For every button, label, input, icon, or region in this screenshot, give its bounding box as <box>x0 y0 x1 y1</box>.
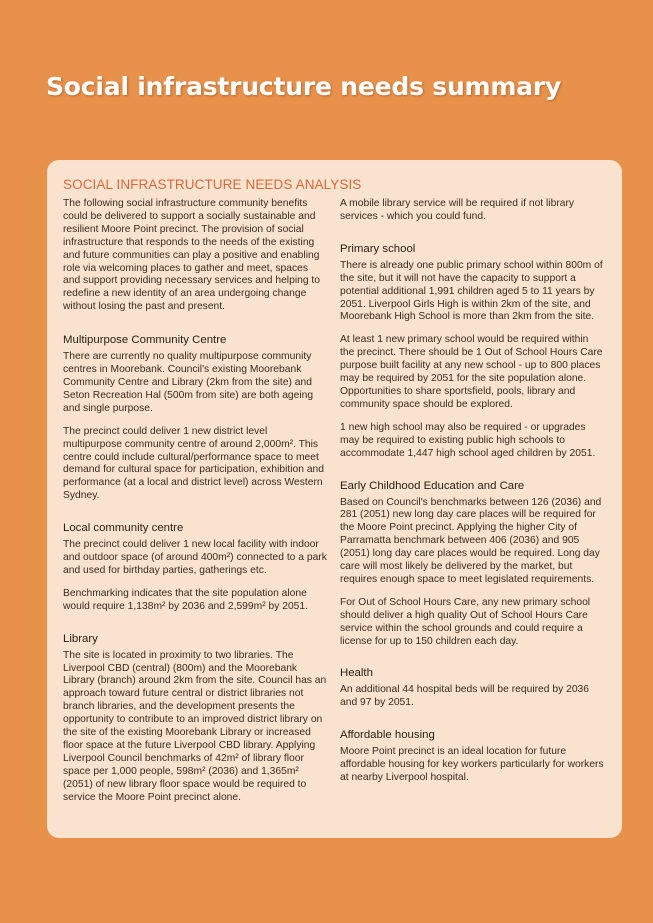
multipurpose-paragraph-1: There are currently no quality multipurpose community centres in Moorebank. Council's existing Moorebank Community Centre and Library (2km from the site) and Seton Recreation Hal (500m from site) are both ageing and single purpose. <box>63 351 314 414</box>
section-heading-local-centre: Local community centre <box>63 522 184 535</box>
section-heading-primary-school: Primary school <box>340 242 416 255</box>
section-heading-library: Library <box>63 632 98 645</box>
health-paragraph-1: An additional 44 hospital beds will be required by 2036 and 97 by 2051. <box>340 684 590 709</box>
section-heading-early-childhood: Early Childhood Education and Care <box>340 479 525 492</box>
primary-school-paragraph-3: 1 new high school may also be required - or upgrades may be required to existing public high schools to accommodate 1,447 high school aged children by 2051. <box>340 421 596 459</box>
multipurpose-paragraph-2: The precinct could deliver 1 new district level multipurpose community centre of around 2,000m². This centre could include cultural/performance space to meet demand for cultural space for participation, exhibition and performance (at a local and district level) across Western Sydney. <box>63 425 325 502</box>
local-centre-paragraph-1: The precinct could deliver 1 new local facility with indoor and outdoor space (of around 400m²) connected to a park and used for birthday parties, gatherings etc. <box>63 539 327 576</box>
local-centre-paragraph-2: Benchmarking indicates that the site population alone would require 1,138m² by 2036 and 2,599m² by 2051. <box>63 587 308 612</box>
needs-analysis-panel <box>47 160 622 838</box>
section-heading-affordable-housing: Affordable housing <box>340 729 435 742</box>
early-childhood-paragraph-2: For Out of School Hours Care, any new primary school should deliver a high quality Out of School Hours Care service within the school grounds and could require a license for up to 150 children each day. <box>340 596 591 647</box>
primary-school-paragraph-1: There is already one public primary school within 800m of the site, but it will not have the capacity to support a potential additional 1,991 children aged 5 to 11 years by 2051. Liverpool Girls High is within 2km of the site, and Moorebank High School is more than 2km from the site. <box>340 259 603 323</box>
library-paragraph-1: The site is located in proximity to two libraries. The Liverpool CBD (central) (800m) and the Moorebank Library (branch) around 2km from the site. Council has an approach toward future central or district libraries not branch libraries, and the development presents the opportunity to contribute to an improved district library on the site of the existing Moorebank Library or increased floor space at the future Liverpool CBD library. Applying Liverpool Council benchmarks of 42m² of library floor space per 1,000 people, 598m² (2036) and 1,365m² (2051) of new library floor space would be required to service the Moore Point precinct alone. <box>63 649 327 803</box>
primary-school-paragraph-2: At least 1 new primary school would be required within the precinct. There should be 1 Out of School Hours Care purpose built facility at any new school - up to 800 places may be required by 2051 for the site population alone. Opportunities to share sportsfield, pools, library and community space should be explored. <box>340 334 603 410</box>
right-column <box>340 198 604 815</box>
section-heading-health: Health <box>340 667 373 680</box>
early-childhood-paragraph-1: Based on Council's benchmarks between 126 (2036) and 281 (2051) new long day care places will be required for the Moore Point precinct. Applying the higher City of Parramatta benchmark between 406 (2036) and 905 (2051) long day care places would be required. Long day care will most likely be delivered by the market, but requires enough space to meet legislated requirements. <box>340 496 602 585</box>
panel-heading: SOCIAL INFRASTRUCTURE NEEDS ANALYSIS <box>63 177 362 192</box>
affordable-housing-paragraph-1: Moore Point precinct is an ideal location for future affordable housing for key workers particularly for workers at nearby Liverpool hospital. <box>340 746 604 784</box>
left-column <box>63 198 327 815</box>
section-heading-multipurpose: Multipurpose Community Centre <box>63 334 227 347</box>
mobile-library-paragraph: A mobile library service will be required if not library services - which you could fund. <box>340 198 575 222</box>
page-title: Social infrastructure needs summary <box>46 72 562 101</box>
intro-paragraph: The following social infrastructure community benefits could be delivered to support a socially sustainable and resilient Moore Point precinct. The provision of social infrastructure that responds to the needs of the existing and future communities can play a positive and enabling role via welcoming places to gather and meet, spaces and support providing necessary services and helping to redefine a new identity of an area undergoing change without losing the past and present. <box>63 198 321 313</box>
two-column-body <box>63 198 604 815</box>
